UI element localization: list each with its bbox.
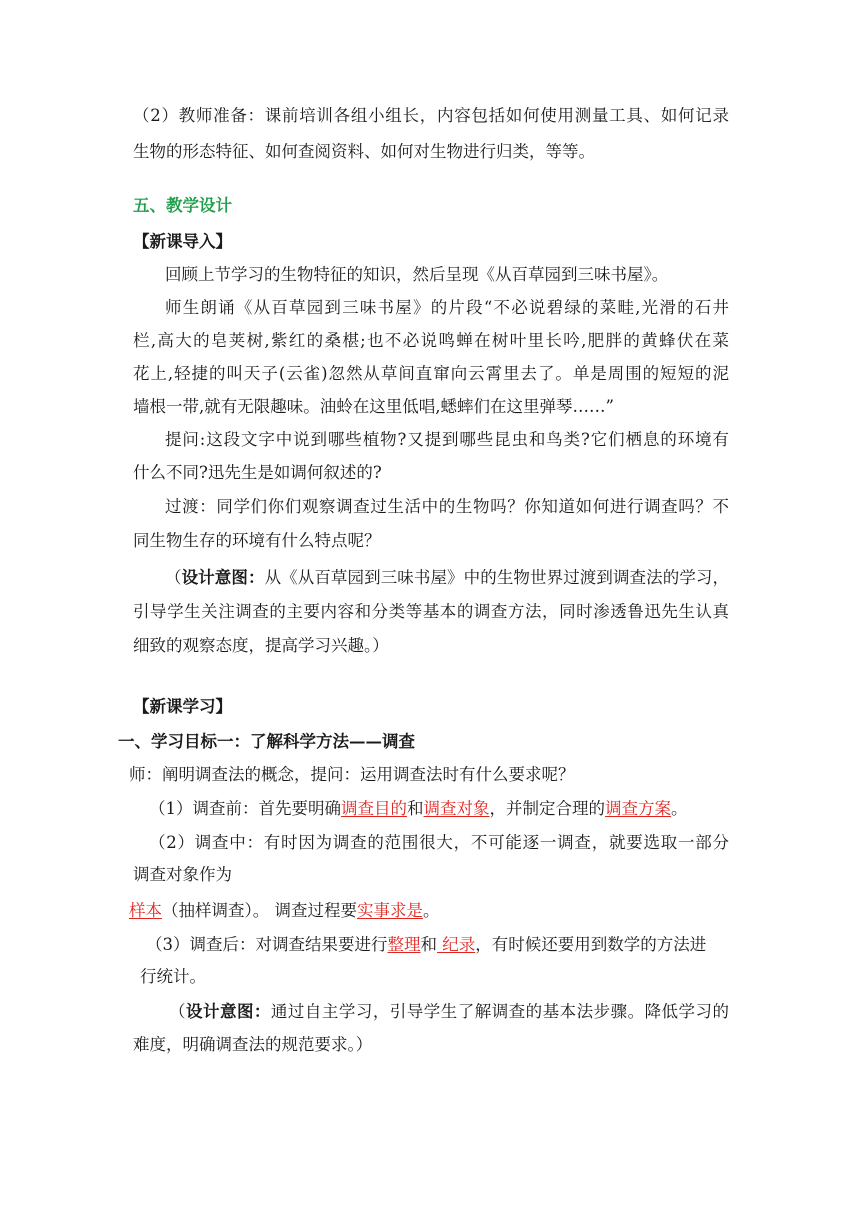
design-intent-1-line-1 <box>165 566 729 590</box>
design-intent-1-line-3: 细致的观察态度，提高学习兴趣。） <box>133 636 389 655</box>
before-text-4: 。 <box>671 799 688 818</box>
design-intent-open: （ <box>165 568 182 587</box>
before-text-1: （1）调查前：首先要明确 <box>149 799 341 818</box>
during-survey-line-1: （2）调查中：有时因为调查的范围很大，不可能逐一调查，就要选取一部分 <box>149 833 729 852</box>
before-text-3: ，并制定合理的 <box>489 799 605 818</box>
prep-line-1: （2）教师准备：课前培训各组小组长，内容包括如何使用测量工具、如何记录 <box>133 106 729 125</box>
intro-paragraph-2-line-2: 栏,高大的皂荚树,紫红的桑椹;也不必说鸣蝉在树叶里长吟,肥胖的黄蜂伏在菜 <box>133 331 729 350</box>
after-text-3: ，有时候还要用到数学的方法进 <box>475 935 707 954</box>
intro-paragraph-2-line-4: 墙根一带,就有无限趣味。油蛉在这里低唱,蟋蟀们在这里弹琴……” <box>133 397 614 416</box>
after-survey-line-2: 行统计。 <box>140 967 206 986</box>
design-intent-1-line-2: 引导学生关注调查的主要内容和分类等基本的调查方法，同时渗透鲁迅先生认真 <box>133 602 729 621</box>
intro-paragraph-2-line-1: 师生朗诵《从百草园到三味书屋》的片段“不必说碧绿的菜畦,光滑的石井 <box>165 298 729 317</box>
study-label: 【新课学习】 <box>133 697 232 716</box>
after-survey-line-1 <box>146 933 706 957</box>
teacher-question: 师：阐明调查法的概念，提问：运用调查法时有什么要求呢？ <box>129 765 575 784</box>
section-heading: 五、教学设计 <box>133 196 232 215</box>
before-survey <box>149 797 688 821</box>
after-text-1: （3）调查后：对调查结果要进行 <box>146 935 388 954</box>
blank-truthful: 实事求是 <box>357 901 423 920</box>
during-survey-line-3 <box>129 899 440 923</box>
transition-line-1: 过渡：同学们你们观察调查过生活中的生物吗？你知道如何进行调查吗？不 <box>165 497 729 516</box>
question-line-2: 什么不同?迅先生是如调何叙述的? <box>133 463 382 482</box>
intro-paragraph-2-line-3: 花上,轻捷的叫天子(云雀)忽然从草间直窜向云霄里去了。单是周围的短短的泥 <box>133 364 729 383</box>
before-text-2: 和 <box>407 799 424 818</box>
design-intent-text: 从《从百草园到三味书屋》中的生物世界过渡到调查法的学习， <box>264 568 730 587</box>
prep-line-2: 生物的形态特征、如何查阅资料、如何对生物进行归类，等等。 <box>133 142 595 161</box>
after-text-2: 和 <box>420 935 437 954</box>
goal-1-heading: 一、学习目标一：了解科学方法——调查 <box>118 732 415 751</box>
during-survey-line-2: 调查对象作为 <box>133 865 232 884</box>
intro-label: 【新课导入】 <box>133 232 232 251</box>
during-text-end: 。 <box>423 901 440 920</box>
question-line-1: 提问:这段文字中说到哪些植物?又提到哪些昆虫和鸟类?它们栖息的环境有 <box>165 430 729 449</box>
during-text-mid: （抽样调查）。 调查过程要 <box>162 901 357 920</box>
design-intent-2-label: 设计意图： <box>185 1002 271 1021</box>
transition-line-2: 同生物生存的环境有什么特点呢？ <box>133 531 381 550</box>
design-intent-2-text: 通过自主学习，引导学生了解调查的基本法步骤。降低学习的 <box>270 1002 729 1021</box>
blank-survey-object: 调查对象 <box>423 799 490 818</box>
intro-paragraph-1: 回顾上节学习的生物特征的知识，然后呈现《从百草园到三味书屋》。 <box>165 265 669 284</box>
blank-record: 纪录 <box>437 935 476 954</box>
blank-survey-purpose: 调查目的 <box>341 799 407 818</box>
design-intent-2-line-1 <box>169 1000 729 1024</box>
blank-sample: 样本 <box>129 901 162 920</box>
blank-survey-plan: 调查方案 <box>605 799 671 818</box>
blank-organize: 整理 <box>387 935 421 954</box>
design-intent-2-open: （ <box>169 1002 186 1021</box>
design-intent-2-line-2: 难度，明确调查法的规范要求。） <box>133 1035 373 1054</box>
design-intent-label: 设计意图： <box>181 568 265 587</box>
